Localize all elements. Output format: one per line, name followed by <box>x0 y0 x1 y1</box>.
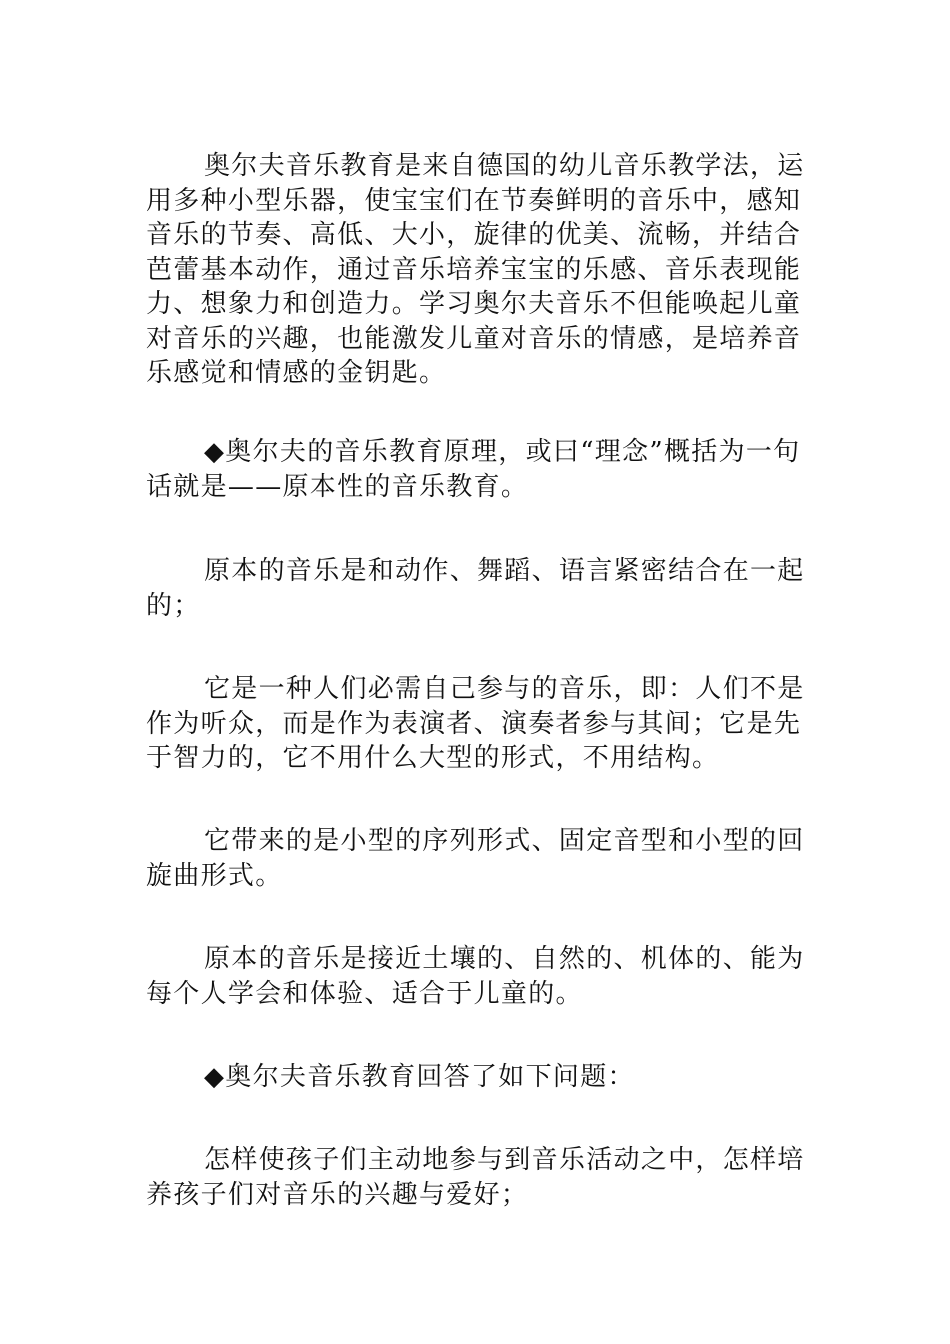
paragraph-questions-heading: ◆奥尔夫音乐教育回答了如下问题： <box>204 1062 635 1092</box>
paragraph-principle: ◆奥尔夫的音乐教育原理，或曰“理念”概括为一句话就是——原本性的音乐教育。 <box>146 437 801 502</box>
paragraph-question-1: 怎样使孩子们主动地参与到音乐活动之中，怎样培养孩子们对音乐的兴趣与爱好； <box>146 1145 805 1210</box>
paragraph-intro: 奥尔夫音乐教育是来自德国的幼儿音乐教学法，运用多种小型乐器，使宝宝们在节奏鲜明的音乐中，感知音乐的节奏、高低、大小，旋律的优美、流畅，并结合芭蕾基本动作，通过音乐培养宝宝的乐感、音乐表现能力、想象力和创造力。学习奥尔夫音乐不但能唤起儿童对音乐的兴趣，也能激发儿童对音乐的情感，是培养音乐感觉和情感的金钥匙。 <box>146 151 805 388</box>
paragraph-natural: 原本的音乐是接近土壤的、自然的、机体的、能为每个人学会和体验、适合于儿童的。 <box>146 944 805 1009</box>
paragraph-original-music: 原本的音乐是和动作、舞蹈、语言紧密结合在一起的； <box>146 556 805 621</box>
paragraph-forms: 它带来的是小型的序列形式、固定音型和小型的回旋曲形式。 <box>146 826 805 891</box>
paragraph-participation: 它是一种人们必需自己参与的音乐，即：人们不是作为听众，而是作为表演者、演奏者参与其间；它是先于智力的，它不用什么大型的形式，不用结构。 <box>146 674 805 773</box>
